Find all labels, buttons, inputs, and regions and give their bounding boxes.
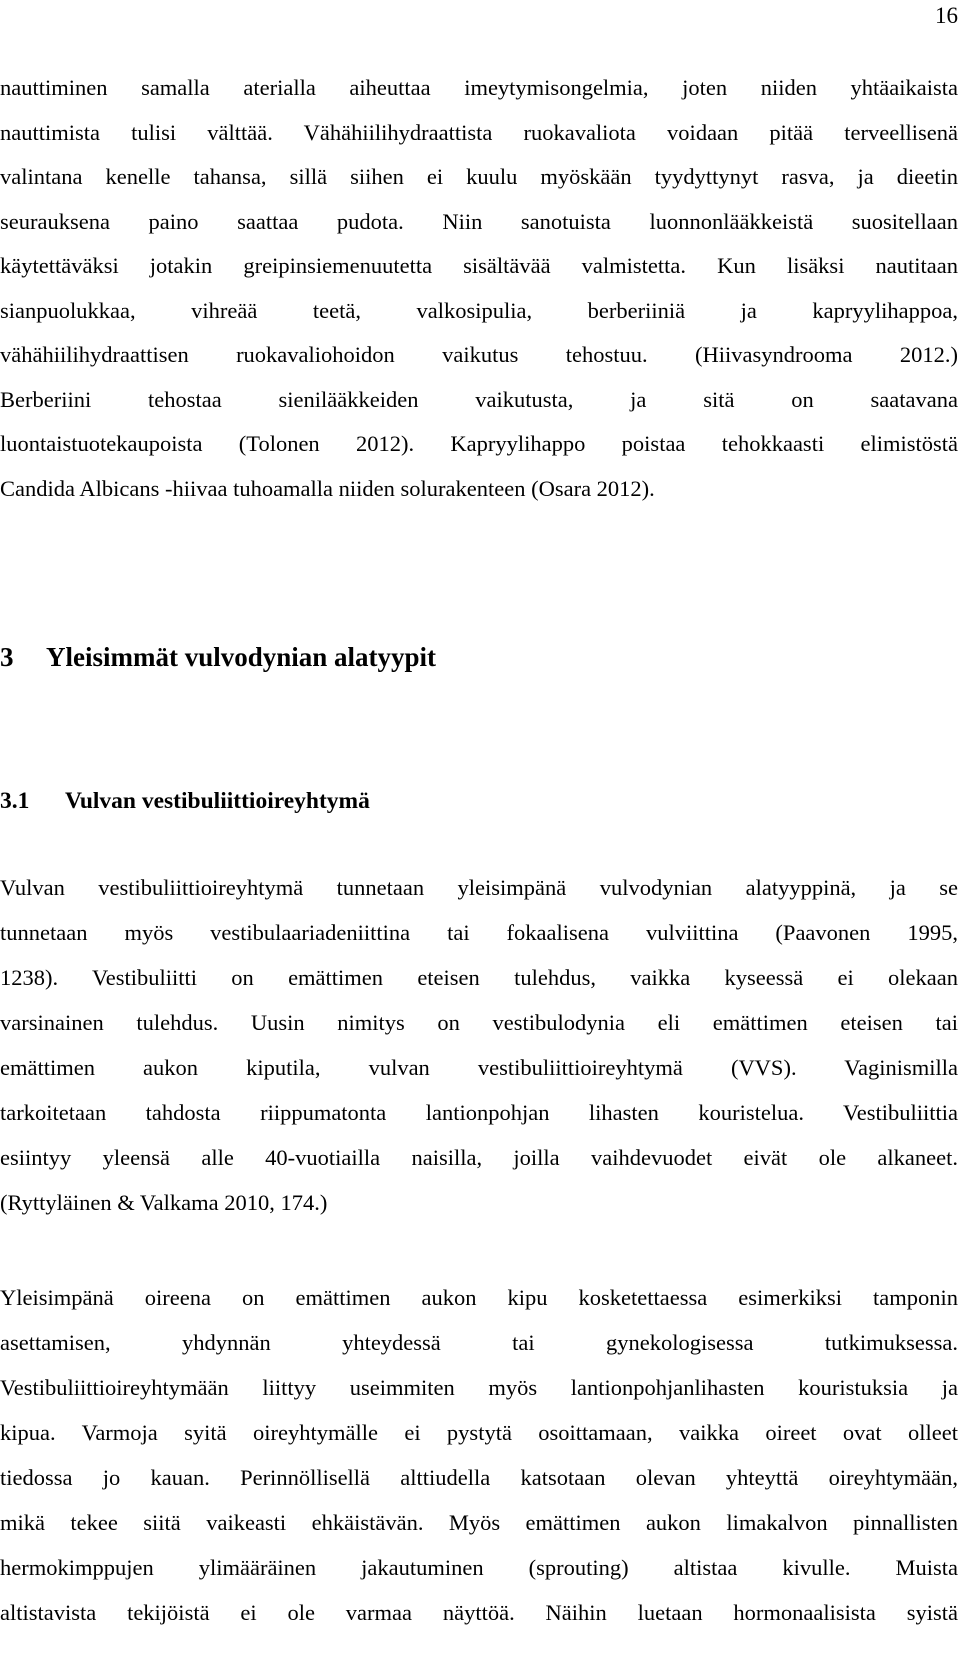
text-line: varsinainen tulehdus. Uusin nimitys on vestibulodynia eli emättimen eteisen tai xyxy=(0,1010,958,1035)
text-line: nauttimista tulisi välttää. Vähähiilihydraattista ruokavaliota voidaan pitää terveellisenä xyxy=(0,120,958,145)
text-line: esiintyy yleensä alle 40-vuotiailla naisilla, joilla vaihdevuodet eivät ole alkaneet. xyxy=(0,1145,958,1170)
section-number: 3.1 xyxy=(0,788,30,814)
text-line: tunnetaan myös vestibulaariadeniittina tai fokaalisena vulviittina (Paavonen 1995, xyxy=(0,920,958,945)
text-line: Vestibuliittioireyhtymään liittyy useimmiten myös lantionpohjanlihasten kouristuksia ja xyxy=(0,1375,958,1400)
section-heading xyxy=(0,786,370,816)
chapter-number: 3 xyxy=(0,642,14,672)
text-line: valintana kenelle tahansa, sillä siihen ei kuulu myöskään tyydyttynyt rasva, ja dieetin xyxy=(0,164,958,189)
chapter-title: Yleisimmät vulvodynian alatyypit xyxy=(46,642,437,672)
text-line: altistavista tekijöistä ei ole varmaa näyttöä. Näihin luetaan hormonaalisista syistä xyxy=(0,1600,958,1625)
text-line: sianpuolukkaa, vihreää teetä, valkosipulia, berberiiniä ja kapryylihappoa, xyxy=(0,298,958,323)
text-line: Vulvan vestibuliittioireyhtymä tunnetaan yleisimpänä vulvodynian alatyyppinä, ja se xyxy=(0,875,958,900)
text-line: 1238). Vestibuliitti on emättimen eteisen tulehdus, vaikka kyseessä ei olekaan xyxy=(0,965,958,990)
text-line: seurauksena paino saattaa pudota. Niin sanotuista luonnonlääkkeistä suositellaan xyxy=(0,209,958,234)
text-line: emättimen aukon kiputila, vulvan vestibuliittioireyhtymä (VVS). Vaginismilla xyxy=(0,1055,958,1080)
text-line: Berberiini tehostaa sienilääkkeiden vaikutusta, ja sitä on saatavana xyxy=(0,387,958,412)
text-line: tiedossa jo kauan. Perinnöllisellä alttiudella katsotaan olevan yhteyttä oireyhtymään, xyxy=(0,1465,958,1490)
text-line: nauttiminen samalla aterialla aiheuttaa imeytymisongelmia, joten niiden yhtäaikaista xyxy=(0,75,958,100)
text-line: luontaistuotekaupoista (Tolonen 2012). Kapryylihappo poistaa tehokkaasti elimistöstä xyxy=(0,431,958,456)
text-line: kipua. Varmoja syitä oireyhtymälle ei pystytä osoittamaan, vaikka oireet ovat olleet xyxy=(0,1420,958,1445)
text-line: Yleisimpänä oireena on emättimen aukon kipu kosketettaessa esimerkiksi tamponin xyxy=(0,1285,958,1310)
text-line: asettamisen, yhdynnän yhteydessä tai gynekologisessa tutkimuksessa. xyxy=(0,1330,958,1355)
chapter-heading xyxy=(0,640,436,674)
text-line: tarkoitetaan tahdosta riippumatonta lantionpohjan lihasten kouristelua. Vestibuliittia xyxy=(0,1100,958,1125)
page-number: 16 xyxy=(935,3,958,28)
text-line: mikä tekee siitä vaikeasti ehkäistävän. Myös emättimen aukon limakalvon pinnallisten xyxy=(0,1510,958,1535)
text-line: hermokimppujen ylimääräinen jakautuminen (sprouting) altistaa kivulle. Muista xyxy=(0,1555,958,1580)
text-line: Candida Albicans -hiivaa tuhoamalla niiden solurakenteen (Osara 2012). xyxy=(0,476,655,501)
text-line: käytettäväksi jotakin greipinsiemenuutetta sisältävää valmistetta. Kun lisäksi nautitaan xyxy=(0,253,958,278)
text-line: (Ryttyläinen & Valkama 2010, 174.) xyxy=(0,1190,328,1215)
section-title: Vulvan vestibuliittioireyhtymä xyxy=(65,788,370,814)
text-line: vähähiilihydraattisen ruokavaliohoidon vaikutus tehostuu. (Hiivasyndrooma 2012.) xyxy=(0,342,958,367)
